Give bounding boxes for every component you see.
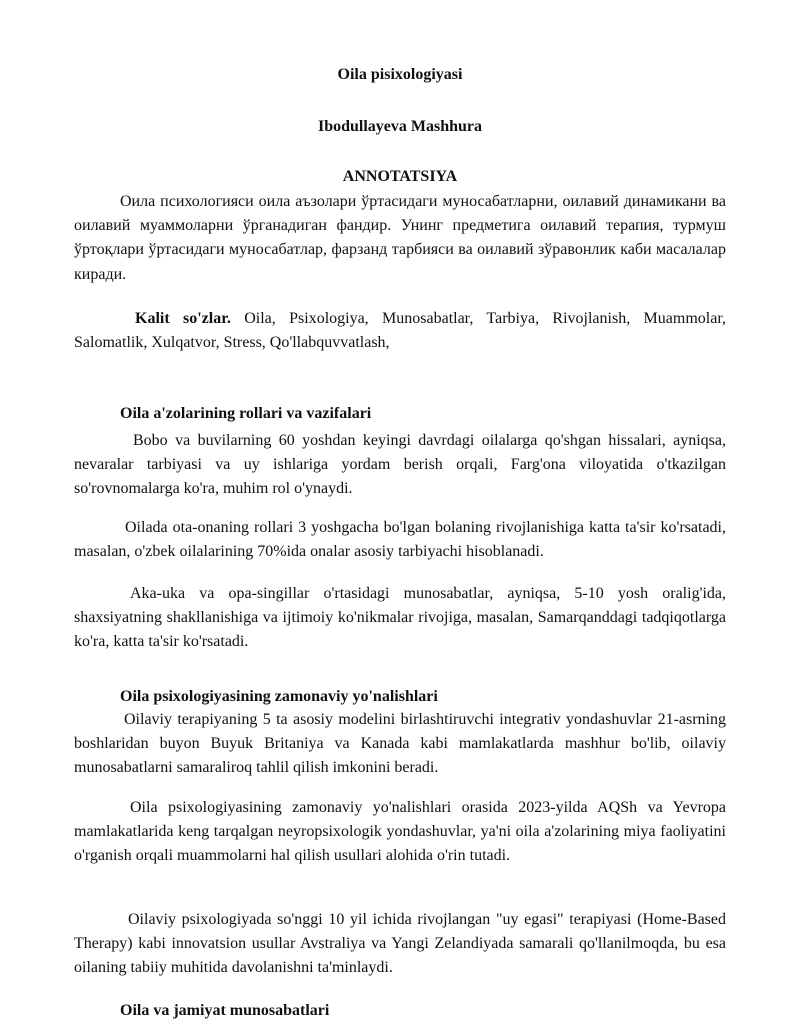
keywords-paragraph	[74, 307, 726, 355]
keywords-list: Oila, Psixologiya, Munosabatlar, Tarbiya, Rivojlanish, Muammolar, Salomatlik, Xulqatvor, Stress, Qo'llabquvvatlash,	[74, 310, 727, 352]
section-paragraph: Bobo va buvilarning 60 yoshdan keyingi davrdagi oilalarga qo'shgan hissalari, ayniqsa, nevaralar tarbiyasi va uy ishlariga yordam berish orqali, Farg'ona viloyatida o'tkazilgan so'rovnomalarga ko'ra, muhim rol o'ynaydi.	[74, 432, 726, 498]
keywords-label: Kalit so'zlar.	[135, 310, 231, 327]
author-name: Ibodullayeva Mashhura	[317, 118, 483, 135]
section-heading: Oila a'zolarining rollari va vazifalari	[120, 405, 372, 422]
section-paragraph: Oila psixologiyasining zamonaviy yo'nalishlari orasida 2023-yilda AQSh va Yevropa mamlakatlarida keng tarqalgan neyropsixologik yondashuvlar, ya'ni oila a'zolarining miya faoliyatini o'rganish orqali muammolarni hal qilish usullari alohida o'rin tutadi.	[74, 799, 726, 865]
section-heading: Oila va jamiyat munosabatlari	[120, 1002, 330, 1019]
section-paragraph: Oilaviy terapiyaning 5 ta asosiy modelini birlashtiruvchi integrativ yondashuvlar 21-asrning boshlaridan buyon Buyuk Britaniya va Kanada kabi mamlakatlarda mashhur bo'lib, oilaviy munosabatlarni samaraliroq tahlil qilish imkonini beradi.	[74, 711, 726, 777]
section-paragraph: Aka-uka va opa-singillar o'rtasidagi munosabatlar, ayniqsa, 5-10 yosh oralig'ida, shaxsiyatning shakllanishiga va ijtimoiy ko'nikmalar rivojiga, masalan, Samarqanddagi tadqiqotlarga ko'ra, katta ta'sir ko'rsatadi.	[74, 585, 726, 651]
section-paragraph: Oilaviy psixologiyada so'nggi 10 yil ichida rivojlangan "uy egasi" terapiyasi (Home-Based Therapy) kabi innovatsion usullar Avstraliya va Yangi Zelandiyada samarali qo'llanilmoqda, bu esa oilaning tabiiy muhitida davolanishni ta'minlaydi.	[74, 911, 726, 977]
section-heading: Oila psixologiyasining zamonaviy yo'nalishlari	[120, 688, 438, 705]
annotation-heading: ANNOTATSIYA	[342, 168, 458, 185]
section-paragraph: Oilada ota-onaning rollari 3 yoshgacha bo'lgan bolaning rivojlanishiga katta ta'sir ko'rsatadi, masalan, o'zbek oilalarining 70%ida onalar asosiy tarbiyachi hisoblanadi.	[74, 519, 726, 561]
document-title: Oila pisixologiyasi	[337, 66, 463, 83]
annotation-paragraph: Оила психологияси оила аъзолари ўртасидаги муносабатларни, оилавий динамикани ва оилавий муаммоларни ўрганадиган фандир. Унинг предметига оилавий терапия, турмуш ўртоқлари ўртасидаги муносабатлар, фарзанд тарбияси ва оилавий зўравонлик каби масалалар киради.	[74, 193, 726, 283]
